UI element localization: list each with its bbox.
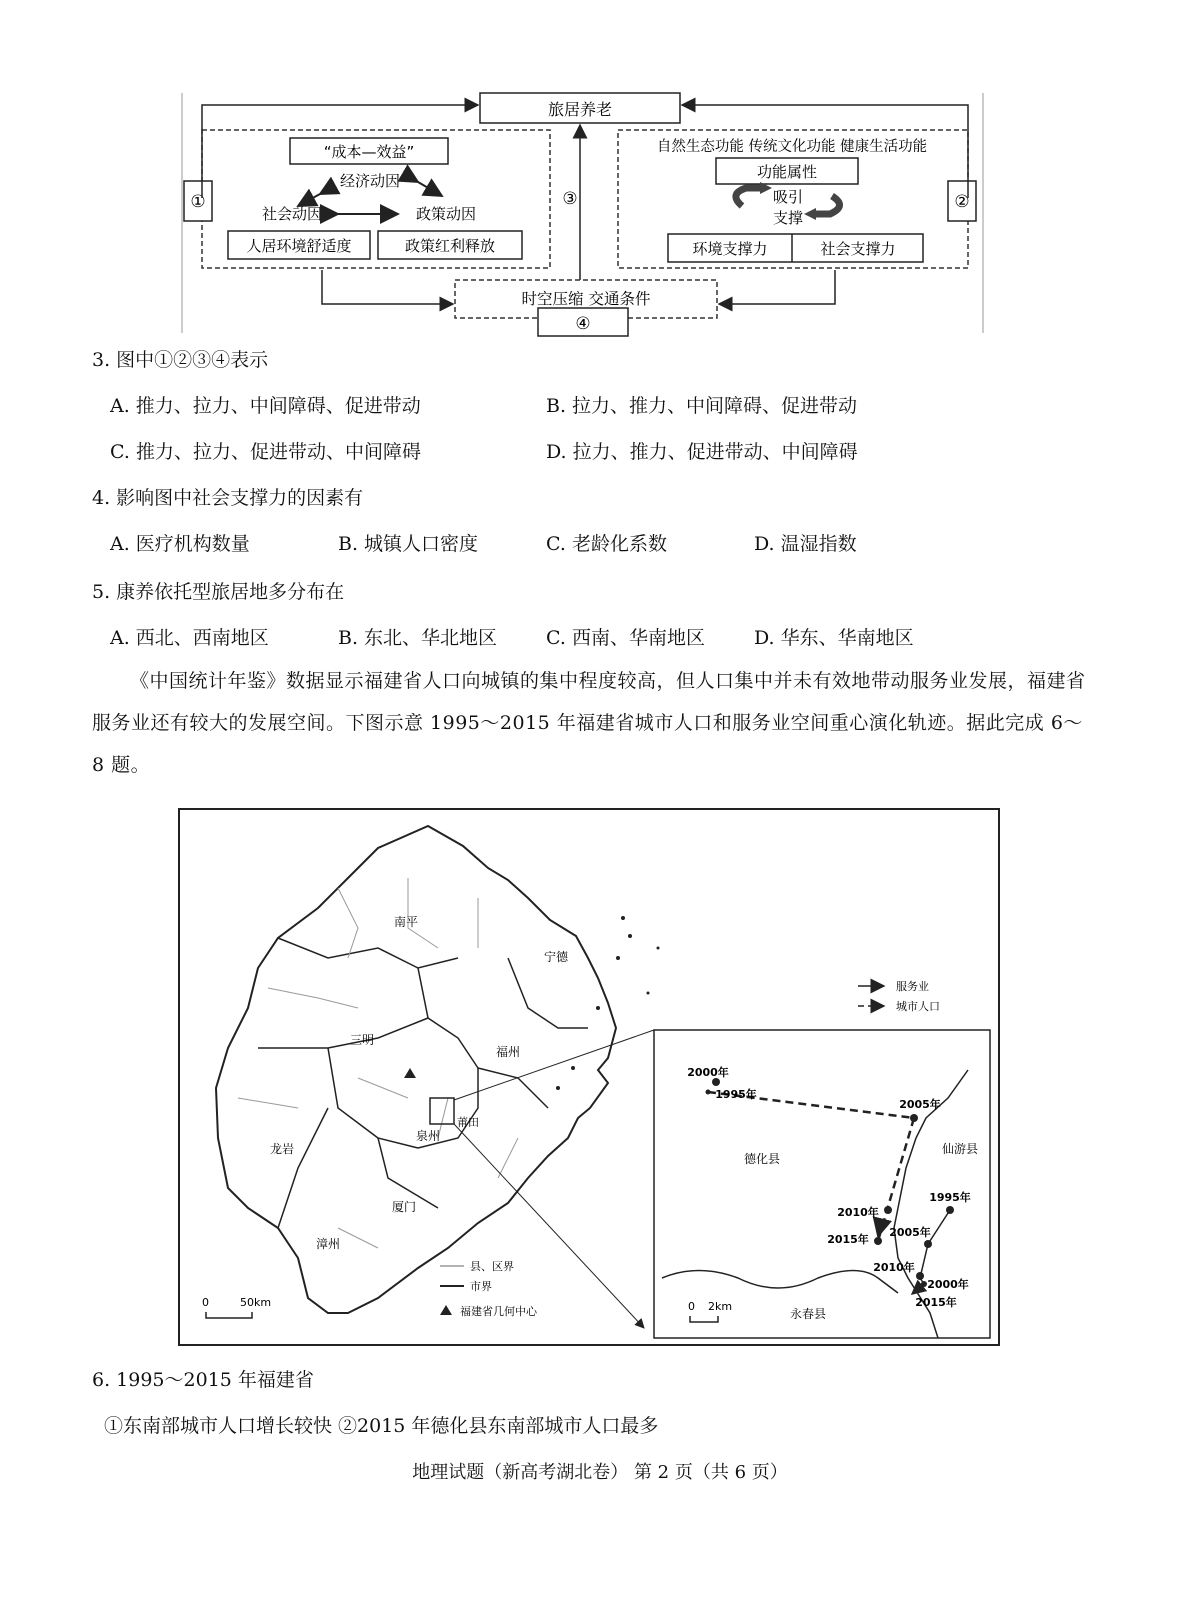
q4-option-b[interactable]: B. 城镇人口密度	[338, 533, 479, 555]
city-nanping: 南平	[393, 915, 419, 929]
question-6-items: ①东南部城市人口增长较快 ②2015 年德化县东南部城市人口最多	[104, 1415, 659, 1437]
q3-option-a[interactable]: A. 推力、拉力、中间障碍、促进带动	[110, 395, 421, 417]
cost-benefit-label: “成本—效益”	[323, 143, 415, 161]
q3-option-d[interactable]: D. 拉力、推力、促进带动、中间障碍	[546, 441, 858, 463]
city-sanming: 三明	[349, 1033, 375, 1047]
county-xianyou: 仙游县	[941, 1142, 979, 1156]
legend-population: 城市人口	[896, 1000, 940, 1013]
city-ningde: 宁德	[543, 950, 569, 964]
scale-50km: 50km	[240, 1296, 272, 1309]
legend-county-border: 县、区界	[470, 1260, 514, 1273]
q3-option-c[interactable]: C. 推力、拉力、促进带动、中间障碍	[110, 441, 421, 463]
passage: 《中国统计年鉴》数据显示福建省人口向城镇的集中程度较高，但人口集中并未有效地带动服务业发展，福建省服务业还有较大的发展空间。下图示意 1995～2015 年福建省城市人口和服务业空间重心演化轨迹。据此完成 6～8 题。	[92, 670, 1086, 776]
question-5-stem: 5. 康养依托型旅居地多分布在	[92, 581, 345, 603]
economic-motive-label: 经济动因	[339, 172, 401, 190]
inset-scale-2km: 2km	[708, 1300, 733, 1313]
city-xiamen: 厦门	[391, 1200, 417, 1214]
svc-2010: 2010年	[873, 1261, 915, 1274]
q4-option-a[interactable]: A. 医疗机构数量	[110, 533, 250, 555]
social-support-label: 社会支撑力	[820, 240, 896, 258]
inset-scale-zero: 0	[688, 1300, 695, 1313]
question-4-stem: 4. 影响图中社会支撑力的因素有	[92, 487, 364, 509]
county-yongchun: 永春县	[789, 1307, 827, 1321]
svc-2000: 2000年	[927, 1278, 969, 1291]
pop-2010: 2010年	[837, 1206, 879, 1219]
city-zhangzhou: 漳州	[315, 1237, 341, 1251]
q5-option-c[interactable]: C. 西南、华南地区	[546, 627, 705, 649]
pop-2000: 2000年	[687, 1066, 729, 1079]
fujian-map-figure	[178, 808, 1000, 1346]
top-box-label: 旅居养老	[547, 100, 613, 119]
q4-option-d[interactable]: D. 温湿指数	[754, 533, 857, 555]
legend-service: 服务业	[896, 980, 929, 993]
label-2: ②	[954, 192, 970, 212]
scale-zero: 0	[202, 1296, 209, 1309]
label-1: ①	[190, 192, 206, 212]
question-3-stem: 3. 图中①②③④表示	[92, 349, 269, 371]
q5-option-a[interactable]: A. 西北、西南地区	[110, 627, 269, 649]
bottom-text: 时空压缩 交通条件	[521, 290, 651, 308]
legend-geo-center: 福建省几何中心	[460, 1305, 537, 1318]
q3-option-b[interactable]: B. 拉力、推力、中间障碍、促进带动	[546, 395, 858, 417]
q4-option-c[interactable]: C. 老龄化系数	[546, 533, 667, 555]
city-fuzhou: 福州	[495, 1045, 521, 1059]
city-quanzhou: 泉州	[415, 1129, 441, 1143]
q5-option-d[interactable]: D. 华东、华南地区	[754, 627, 914, 649]
city-putian: 莆田	[457, 1116, 479, 1129]
functions-label: 自然生态功能 传统文化功能 健康生活功能	[656, 139, 928, 155]
svc-2005: 2005年	[889, 1226, 931, 1239]
page-footer: 地理试题（新高考湖北卷） 第 2 页（共 6 页）	[412, 1462, 788, 1483]
attribute-label: 功能属性	[756, 163, 818, 181]
pop-2005: 2005年	[899, 1098, 941, 1111]
pop-2015: 2015年	[827, 1233, 869, 1246]
env-support-label: 环境支撑力	[692, 240, 768, 258]
city-longyan: 龙岩	[269, 1142, 295, 1156]
pension-migration-diagram	[180, 88, 986, 338]
attract-label: 吸引	[772, 188, 804, 206]
inset-map	[654, 1030, 990, 1338]
social-motive-label: 社会动因	[261, 205, 323, 223]
policy-motive-label: 政策动因	[415, 205, 477, 223]
svc-2015: 2015年	[915, 1296, 957, 1309]
pop-1995: 1995年	[715, 1088, 757, 1101]
legend-city-border: 市界	[470, 1280, 492, 1293]
question-6-stem: 6. 1995～2015 年福建省	[92, 1369, 314, 1391]
svc-1995: 1995年	[929, 1191, 971, 1204]
q5-option-b[interactable]: B. 东北、华北地区	[338, 627, 498, 649]
policy-dividend-label: 政策红利释放	[404, 237, 496, 255]
label-4: ④	[575, 314, 591, 334]
support-label: 支撑	[772, 209, 804, 227]
county-dehua: 德化县	[743, 1152, 781, 1166]
label-3: ③	[562, 189, 578, 209]
comfort-label: 人居环境舒适度	[246, 237, 352, 255]
